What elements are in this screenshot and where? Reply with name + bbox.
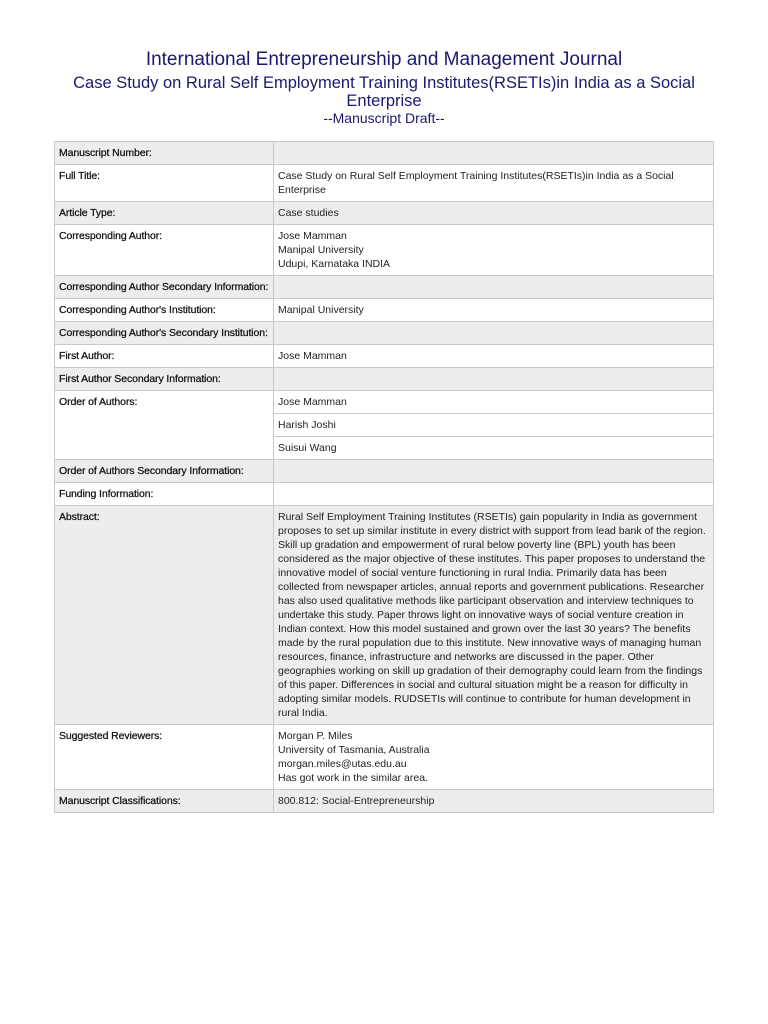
document-header [0,48,768,126]
field-label: Manuscript Classifications: [55,790,274,813]
field-label: Suggested Reviewers: [55,725,274,790]
field-value: 800.812: Social-Entrepreneurship [274,790,714,813]
field-label: Corresponding Author Secondary Information: [55,276,274,299]
table-row [55,483,714,506]
field-value: Case studies [274,202,714,225]
draft-label: --Manuscript Draft-- [323,110,445,126]
table-row [55,391,714,414]
table-row [55,322,714,345]
table-row [55,299,714,322]
field-value [274,483,714,506]
field-value [274,142,714,165]
table-row [55,165,714,202]
field-value [274,276,714,299]
table-row [55,790,714,813]
reviewer-name: Morgan P. Miles [278,730,353,742]
field-value [274,460,714,483]
author-affiliation: Manipal University [278,244,364,256]
field-label: Corresponding Author's Institution: [55,299,274,322]
field-value [274,368,714,391]
table-row [55,460,714,483]
field-label: Manuscript Number: [55,142,274,165]
table-row [55,368,714,391]
field-value [274,225,714,276]
field-value: Jose Mamman [274,345,714,368]
field-value [274,322,714,345]
field-label: Abstract: [55,506,274,725]
reviewer-email: morgan.miles@utas.edu.au [278,758,407,770]
table-row [55,506,714,725]
field-label: First Author Secondary Information: [55,368,274,391]
reviewer-affiliation: University of Tasmania, Australia [278,744,430,756]
table-row [55,276,714,299]
field-label: Full Title: [55,165,274,202]
table-row [55,225,714,276]
field-value: Manipal University [274,299,714,322]
field-value [274,725,714,790]
journal-title: International Entrepreneurship and Management Journal [145,49,623,70]
field-label: Funding Information: [55,483,274,506]
reviewer-note: Has got work in the similar area. [278,772,428,784]
author-name: Jose Mamman [278,230,347,242]
author-entry: Suisui Wang [274,437,714,460]
abstract-text: Rural Self Employment Training Institutes (RSETIs) gain popularity in India as government proposes to set up similar institute in every district with support from lead bank of the region. Skill up gradation and empowerment of rural below poverty line (BPL) youth has been considered as the major objective of these institutes. This paper proposes to understand the innovative model of social venture functioning in rural India. Primarily data has been collected from newspaper articles, annual reports and government publications. Researcher has also used qualitative methods like participant observation and interview techniques to undertake this study. Paper throws light on innovative ways of social venture creation in Indian context. How this model sustained and grown over the last 30 years? The benefits made by the rural population due to this institute. New innovative ways of managing human resources, finance, infrastructure and networks are discussed in the paper. Other geographies working on skill up gradation of their demography could learn from the findings of this paper. Differences in social and cultural situation might be a reason for difficulty in adopting similar models. RUDSETIs will continue to contribute for human development in rural India. [274,506,714,725]
field-label: Order of Authors Secondary Information: [55,460,274,483]
field-label: Corresponding Author's Secondary Institution: [55,322,274,345]
manuscript-metadata-table [54,141,714,813]
author-entry: Harish Joshi [274,414,714,437]
field-label: First Author: [55,345,274,368]
table-row [55,725,714,790]
author-entry: Jose Mamman [274,391,714,414]
table-row [55,202,714,225]
author-location: Udupi, Karnataka INDIA [278,258,391,270]
field-label: Corresponding Author: [55,225,274,276]
table-row [55,142,714,165]
table-row [55,345,714,368]
paper-title: Case Study on Rural Self Employment Training Institutes(RSETIs)in India as a Social Enterprise [73,74,695,110]
field-value: Case Study on Rural Self Employment Training Institutes(RSETIs)in India as a Social Enterprise [274,165,714,202]
field-label: Article Type: [55,202,274,225]
field-label: Order of Authors: [55,391,274,460]
